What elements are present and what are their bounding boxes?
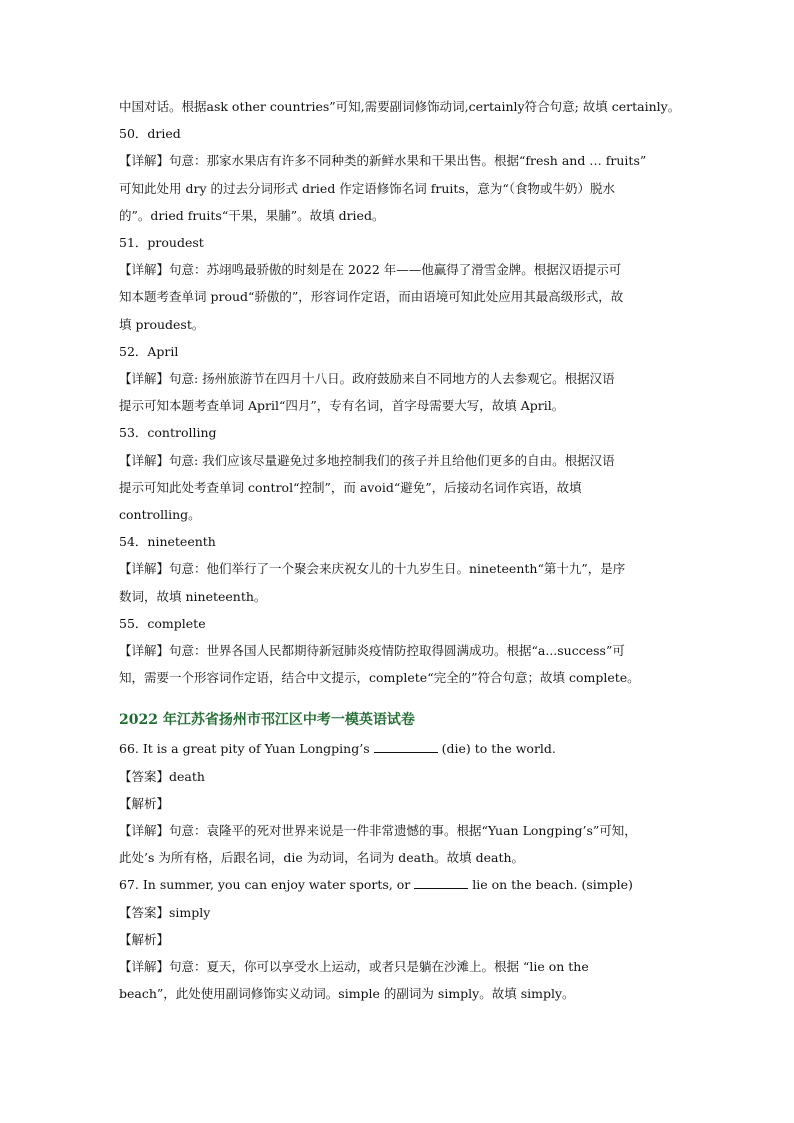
text-line: 提示可知此处考查单词 control“控制”，而 avoid“避免”，后接动名词作宾语，故填 bbox=[119, 479, 582, 495]
question-67-prefix: 67. In summer, you can enjoy water sports, or bbox=[119, 877, 411, 893]
question-67 bbox=[119, 871, 679, 1007]
text-line: 【详解】句意: 我们应该尽量避免过多地控制我们的孩子并且给他们更多的自由。根据汉语 bbox=[119, 452, 615, 468]
question-66 bbox=[119, 735, 679, 871]
text-line: 50．dried bbox=[119, 126, 181, 142]
text-line: 可知此处用 dry 的过去分词形式 dried 作定语修饰名词 fruits，意为“（食物或牛奶）脱水 bbox=[119, 180, 616, 196]
question-66-detail-2: 此处’s 为所有格，后跟名词，die 为动词，名词为 death。故填 death。 bbox=[119, 850, 525, 866]
question-66-prefix: 66. It is a great pity of Yuan Longping’s bbox=[119, 741, 370, 757]
text-line: 中国对话。根据ask other countries”可知,需要副词修饰动词,certainly符合句意; 故填 certainly。 bbox=[119, 99, 681, 114]
text-line: 【详解】句意：他们举行了一个聚会来庆祝女儿的十九岁生日。nineteenth“第十九”，是序 bbox=[119, 561, 626, 577]
text-line: 知，需要一个形容词作定语，结合中文提示，complete“完全的”符合句意；故填 complete。 bbox=[119, 670, 640, 686]
question-67-detail-1: 【详解】句意：夏天，你可以享受水上运动，或者只是躺在沙滩上。根据 “lie on the bbox=[119, 959, 589, 975]
text-line: 54．nineteenth bbox=[119, 534, 216, 550]
question-67-stem bbox=[119, 871, 679, 898]
text-line: 【详解】句意：苏翊鸣最骄傲的时刻是在 2022 年——他赢得了滑雪金牌。根据汉语提示可 bbox=[119, 262, 622, 278]
question-66-answer: 【答案】death bbox=[119, 768, 205, 784]
text-line: 【详解】句意: 扬州旅游节在四月十八日。政府鼓励来自不同地方的人去参观它。根据汉语 bbox=[119, 371, 615, 387]
question-66-suffix: (die) to the world. bbox=[441, 741, 556, 757]
text-line: 【详解】句意：世界各国人民都期待新冠肺炎疫情防控取得圆满成功。根据“a...success”可 bbox=[119, 643, 625, 659]
question-67-detail-2: beach”，此处使用副词修饰实义动词。simple 的副词为 simply。故填 simply。 bbox=[119, 986, 575, 1002]
text-line: 的”。dried fruits“干果，果脯”。故填 dried。 bbox=[119, 207, 385, 223]
answer-blank bbox=[374, 742, 438, 753]
question-66-analysis: 【解析】 bbox=[119, 795, 170, 811]
text-line: 数词，故填 nineteenth。 bbox=[119, 588, 267, 604]
text-line: 51．proudest bbox=[119, 235, 204, 251]
text-line: 53．controlling bbox=[119, 425, 217, 441]
document-page bbox=[119, 93, 679, 1008]
text-line: 【详解】句意：那家水果店有许多不同种类的新鲜水果和干果出售。根据“fresh and … fruits” bbox=[119, 153, 647, 169]
text-line: controlling。 bbox=[119, 507, 201, 523]
answer-blank bbox=[414, 878, 468, 889]
text-line: 52．April bbox=[119, 343, 179, 359]
question-67-answer: 【答案】simply bbox=[119, 904, 211, 920]
text-line: 提示可知本题考查单词 April“四月”，专有名词，首字母需要大写，故填 April。 bbox=[119, 398, 565, 414]
question-67-analysis: 【解析】 bbox=[119, 931, 170, 947]
question-67-suffix: lie on the beach. (simple) bbox=[472, 877, 633, 893]
answer-explanations bbox=[119, 93, 679, 691]
text-line: 填 proudest。 bbox=[119, 316, 205, 332]
question-66-detail-1: 【详解】句意：袁隆平的死对世界来说是一件非常遗憾的事。根据“Yuan Longping’s”可知， bbox=[119, 823, 637, 839]
question-66-stem bbox=[119, 735, 679, 762]
section-title: 2022 年江苏省扬州市邗江区中考一模英语试卷 bbox=[119, 712, 415, 729]
text-line: 知本题考查单词 proud“骄傲的”，形容词作定语，而由语境可知此处应用其最高级形式，故 bbox=[119, 289, 624, 305]
text-line: 55．complete bbox=[119, 615, 206, 631]
